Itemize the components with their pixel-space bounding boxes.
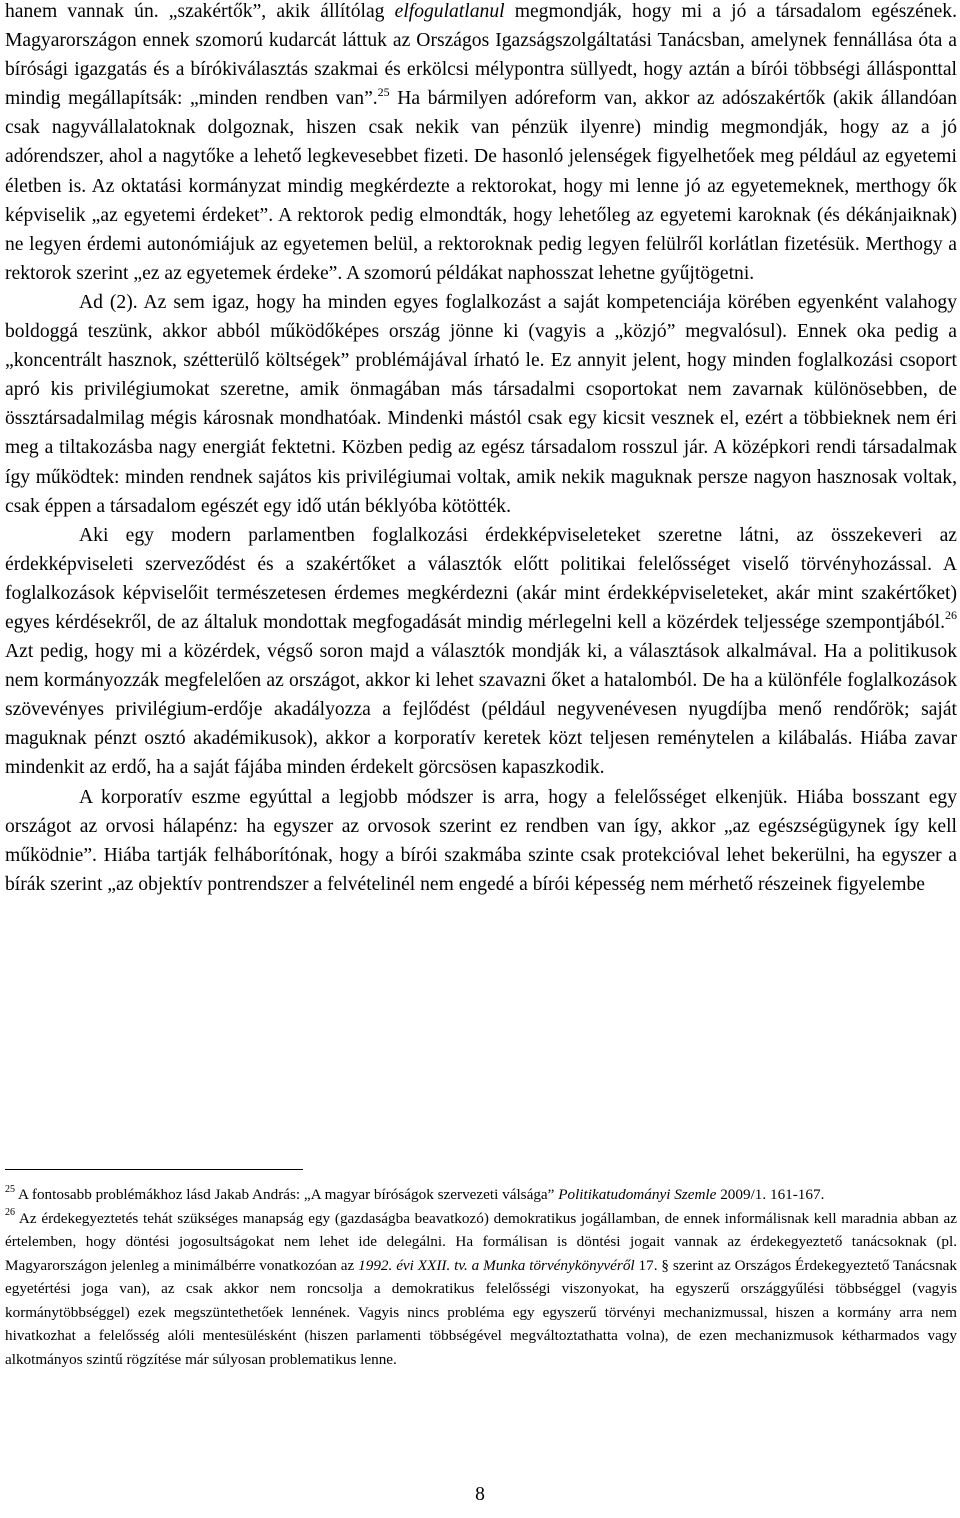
footnote	[5, 1207, 957, 1372]
text-run: A fontosabb problémákhoz lásd Jakab András: „A magyar bíróságok szervezeti válsága”	[15, 1186, 559, 1203]
footnote-ref: 26	[945, 608, 957, 623]
footnote-ref: 26	[5, 1207, 15, 1219]
italic-run: elfogulatlanul	[394, 1, 505, 22]
paragraph	[5, 521, 957, 783]
footnote	[5, 1183, 957, 1207]
footnote-ref: 25	[5, 1183, 15, 1195]
footnote-ref: 25	[377, 84, 390, 99]
footnotes	[5, 1183, 957, 1371]
text-run: Azt pedig, hogy mi a közérdek, végső soron majd a választók mondják ki, a választások alkalmával. Ha a politikusok nem kormányozzák megfelelően az országot, akkor ki lehet szavazni őket a hatalomból. De ha a különféle foglalkozások szövevényes privilégium-erdője akadályozza a fejlődést (például negyvenévesen nyugdíjba menő rendőrök; saját maguknak pénzt osztó akadémikusok), akkor a korporatív keretek közt teljesen reménytelen a kilábalás. Hiába zavar mindenkit az erdő, ha a saját fájába minden érdekelt görcsösen kapaszkodik.	[5, 641, 957, 779]
italic-run: Politikatudományi Szemle	[558, 1186, 717, 1203]
footnote-separator	[5, 1169, 303, 1170]
main-text	[5, 0, 957, 899]
text-run: Ad (2). Az sem igaz, hogy ha minden egyes foglalkozást a saját kompetenciája körében egyenként valahogy boldoggá teszünk, akkor abból működőképes ország jönne ki (vagyis a „közjó” megvalósul). Ennek oka pedig a „koncentrált hasznok, szétterülő költségek” problémájával írható le. Ez annyit jelent, hogy minden foglalkozási csoport apró kis privilégiumokat szeretne, amik önmagában más társadalmi csoportokat nem zavarnak különösebben, de össztársadalmilag mégis károsnak mondhatóak. Mindenki mástól csak egy kicsit vesznek el, ezért a többieknek nem éri meg a tiltakozásba nagy energiát fektetni. Közben pedig az egész társadalom rosszul jár. A középkori rendi társadalmak így működtek: minden rendnek sajátos kis privilégiumai voltak, amik nekik maguknak persze nagyon hasznosak voltak, csak éppen a társadalom egészét egy idő után béklyóba kötötték.	[5, 291, 957, 517]
document-page	[5, 0, 957, 899]
text-run: 2009/1. 161-167.	[716, 1186, 825, 1203]
text-run: Aki egy modern parlamentben foglalkozási érdekképviseleteket szeretne látni, az összekeveri az érdekképviseleti szerveződést és a szakértőket a választók előtt politikai felelősséget viselő törvényhozással. A foglalkozások képviselőit természetesen érdemes megkérdezni (akár mint érdekképviseleteket, akár mint szakértőket) egyes kérdésekről, de az általuk mondottak megfogadását mindig mérlegelni kell a közérdek teljessége szempontjából.	[5, 524, 957, 633]
paragraph	[5, 288, 957, 521]
italic-run: 1992. évi XXII. tv. a Munka törvénykönyvéről	[358, 1256, 635, 1274]
text-run: 17. § szerint az Országos Érdekegyeztető Tanácsnak egyetértési joga van), az csak akkor nem roncsolja a demokratikus felelősségi viszonyokat, ha egyszerű országgyűlési többséggel (vagyis kormánytöbbséggel) ezek megszüntethetőek lennének. Vagyis nincs probléma egy egyszerű törvényi mechanizmussal, hiszen a kormány arra nem hivatkozhat a felelősség alóli mentesülésként (hiszen parlamenti többségével megváltoztathatta volna), de ezen mechanizmusok kétharmados vagy alkotmányos szintű rögzítése már súlyosan problematikus lenne.	[5, 1256, 957, 1368]
text-run: Ha bármilyen adóreform van, akkor az adószakértők (akik állandóan csak nagyvállalatoknak dolgoznak, hiszen csak nekik van pénzük ilyenre) mindig megmondják, hogy az a jó adórendszer, ahol a nagytőke a lehető legkevesebbet fizeti. De hasonló jelenségek figyelhetőek meg például az egyetemi életben is. Az oktatási kormányzat mindig megkérdezte a rektorokat, hogy mi lenne jó az egyetemeknek, merthogy ők képviselik „az egyetemi érdeket”. A rektorok pedig elmondták, hogy lehetőleg az egyetemi karoknak (és dékánjaiknak) ne legyen érdemi autonómiájuk az egyetemen belül, a rektoroknak pedig legyen felülről korlátlan fizetésük. Merthogy a rektorok szerint „ez az egyetemek érdeke”. A szomorú példákat naphosszat lehetne gyűjtögetni.	[5, 88, 957, 284]
page-number: 8	[475, 1484, 485, 1505]
text-run: hanem vannak ún. „szakértők”, akik állítólag	[5, 1, 395, 22]
paragraph	[5, 783, 957, 899]
text-run: Az érdekegyeztetés tehát szükséges manapság egy (gazdaságba beavatkozó) demokratikus jogállamban, de ennek informálisnak kell maradnia abban az értelemben, hogy döntési jogosultságokat nem lehet ide delegálni. Ha formálisan is döntési jogait vannak az érdekegyeztető tanácsoknak (pl. Magyarországon jelenleg a minimálbérre vonatkozóan az	[5, 1209, 957, 1274]
text-run: A korporatív eszme egyúttal a legjobb módszer is arra, hogy a felelősséget elkenjük. Hiába bosszant egy országot az orvosi hálapénz: ha egyszer az orvosok szerint ez rendben van így, akkor „az egészségügynek így kell működnie”. Hiába tartják felháborítónak, hogy a bírói szakmába szinte csak protekcióval lehet bekerülni, ha egyszer a bírák szerint „az objektív pontrendszer a felvételinél nem engedé a bírói képesség nem mérhető részeinek figyelembe	[5, 786, 957, 895]
paragraph	[5, 0, 957, 288]
text-run: megmondják, hogy mi a jó a társadalom egészének. Magyarországon ennek szomorú kudarcát láttuk az Országos Igazságszolgáltatási Tanácsban, amelynek fennállása óta a bírósági igazgatás és a bírókiválasztás szakmai és erkölcsi mélypontra süllyedt, hogy aztán a bírói többségi állásponttal mindig megállapítsák: „minden rendben van”.	[5, 1, 957, 110]
